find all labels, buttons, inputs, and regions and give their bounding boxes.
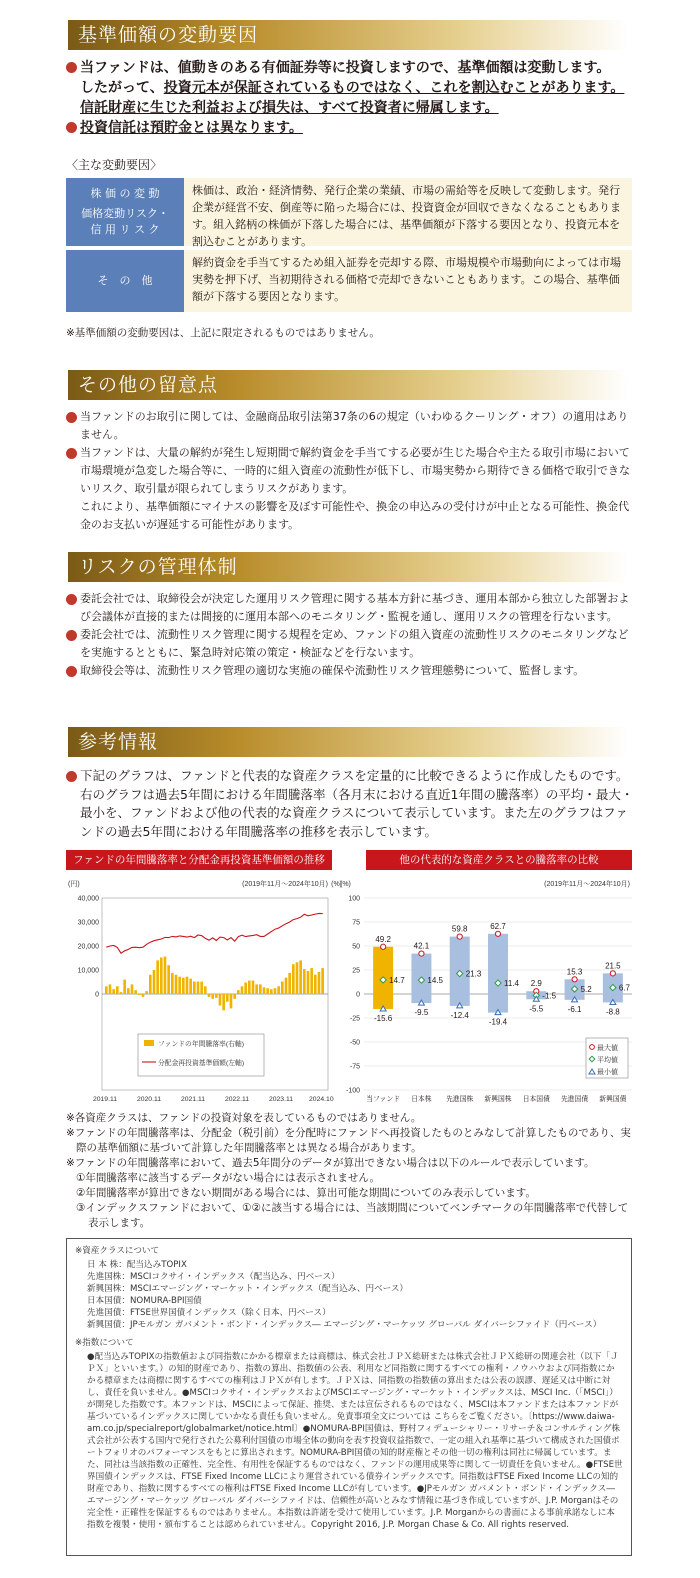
bullet-text: したがって、: [80, 80, 164, 96]
bullet-text: 当ファンドは、値動きのある有価証券等に投資しますので、基準価額は変動します。: [80, 60, 611, 76]
min-label: -12.4: [450, 1010, 469, 1020]
x-tick-label: 2019.11: [92, 1096, 118, 1103]
return-bar: [149, 975, 152, 994]
category-label: 新興国株: [484, 1096, 512, 1103]
bullet-text-underlined: 信託財産に生じた利益および損失は、すべて投資者に帰属します。: [80, 100, 499, 116]
left-tick-label: 0: [95, 991, 99, 999]
return-bar: [252, 981, 255, 994]
risk-head-line: 信 用 リ ス ク: [90, 223, 160, 236]
return-bar: [219, 994, 222, 1006]
y-tick-label: -75: [349, 1063, 360, 1071]
return-bar: [208, 994, 211, 997]
category-label: 先進国株: [446, 1096, 474, 1103]
chart-period: (2019年11月～2024年10月): [242, 881, 328, 888]
section-title-risk-management: リスクの管理体制: [68, 552, 628, 582]
asset-class-heading: ※資産クラスについて: [75, 1246, 160, 1256]
bullet-dot-icon: [66, 594, 77, 605]
return-bar: [241, 986, 244, 994]
return-bar: [131, 984, 134, 994]
left-tick-label: 10,000: [77, 967, 99, 975]
return-bar: [211, 994, 214, 999]
axis-unit: (%): [340, 881, 351, 888]
max-marker: [381, 944, 386, 949]
return-bar: [109, 984, 112, 994]
left-axis-unit: (円): [68, 881, 80, 888]
return-bar: [285, 978, 288, 994]
return-bar: [134, 990, 137, 994]
x-tick-label: 2020.11: [136, 1096, 162, 1103]
range-bar: [488, 934, 508, 1013]
section-title-fluctuation: 基準価額の変動要因: [68, 20, 628, 50]
left-chart-title: ファンドの年間騰落率と分配金再投資基準価額の推移: [66, 850, 332, 870]
fund-return-chart: [66, 874, 350, 1106]
max-label: 15.3: [566, 967, 583, 977]
max-label: 21.5: [605, 961, 621, 971]
return-bar: [215, 994, 218, 998]
bullet-text: 委託会社では、流動性リスク管理に関する規程を定め、ファンドの組入資産の流動性リスクのモニタリングなどを実施するとともに、緊急時対応策の策定・検証などを行ないます。: [80, 628, 629, 659]
return-bar: [274, 988, 277, 994]
avg-label: 14.5: [427, 976, 444, 986]
risk-management-bullets: [66, 590, 636, 680]
return-bar: [255, 984, 258, 994]
risk-row-other: [66, 250, 632, 312]
y-tick-label: -100: [345, 1087, 360, 1095]
return-bar: [277, 986, 280, 994]
return-bar: [200, 982, 203, 994]
chart-period: (2019年11月～2024年10月): [544, 881, 630, 888]
return-bar: [310, 968, 313, 994]
note-line: ①年間騰落率に該当するデータがない場合には表示されません。: [76, 1172, 381, 1184]
max-marker: [419, 951, 424, 956]
return-bar: [222, 994, 225, 1010]
fluctuation-bullets: [66, 58, 636, 138]
return-bar: [303, 969, 306, 994]
y-tick-label: -50: [349, 1039, 360, 1047]
return-bar: [171, 973, 174, 994]
nav-line: [106, 913, 322, 953]
return-bar: [116, 986, 119, 994]
bullet-dot-icon: [66, 630, 77, 641]
max-marker: [572, 977, 577, 982]
return-bar: [270, 989, 273, 994]
avg-label: 11.4: [504, 979, 519, 989]
bullet-dot-icon: [66, 122, 77, 133]
return-bar: [156, 960, 159, 994]
other-notes-bullets: [66, 408, 636, 534]
avg-label: -1.5: [542, 991, 557, 1001]
min-label: -9.5: [414, 1008, 429, 1018]
return-bar: [182, 978, 185, 994]
risk-factor-table: [66, 178, 632, 316]
max-label: 62.7: [490, 921, 506, 931]
return-bar: [204, 986, 207, 994]
return-bar: [178, 977, 181, 994]
return-bar: [123, 980, 126, 994]
return-bar: [321, 968, 324, 994]
return-bar: [105, 986, 108, 994]
legend-label: 最大値: [597, 1045, 618, 1052]
min-label: -15.6: [374, 1013, 393, 1023]
max-marker: [457, 934, 462, 939]
asset-class-line: 先進国株：MSCIコクサイ・インデックス（配当込み、円ベース）: [87, 1272, 340, 1282]
category-label: 先進国債: [560, 1096, 589, 1103]
return-bar: [292, 964, 295, 994]
note-line: ※各資産クラスは、ファンドの投資対象を表しているものではありません。: [66, 1112, 422, 1124]
return-bar: [186, 977, 189, 994]
return-bar: [318, 972, 321, 994]
return-bar: [145, 991, 148, 994]
category-label: 当ファンド: [366, 1096, 401, 1103]
return-bar: [266, 988, 269, 994]
return-bar: [230, 994, 233, 1008]
asset-class-line: 新興国株：MSCIエマージング・マーケット・インデックス（配当込み、円ベース）: [87, 1284, 409, 1294]
right-chart-title: 他の代表的な資産クラスとの騰落率の比較: [366, 850, 632, 870]
return-bar: [167, 965, 170, 994]
category-label: 日本株: [411, 1096, 432, 1103]
asset-class-list: [75, 1259, 623, 1331]
return-bar: [281, 982, 284, 994]
risk-row-head: [66, 250, 184, 312]
note-line: ※ファンドの年間騰落率において、過去5年間分のデータが算出できない場合は以下のルールで表示しています。: [66, 1157, 595, 1169]
y-tick-label: 100: [348, 895, 360, 903]
x-tick-label: 2024.10: [309, 1096, 334, 1103]
left-tick-label: 20,000: [77, 943, 99, 951]
index-heading: ※指数について: [75, 1338, 134, 1348]
avg-label: 5.2: [580, 985, 592, 995]
bullet-dot-icon: [66, 666, 77, 677]
legend-max-icon: [590, 1045, 595, 1050]
bullet-text: これにより、基準価額にマイナスの影響を及ぼす可能性や、換金の申込みの受付けが中止となる可能性、換金代金のお支払いが遅延する可能性があります。: [80, 500, 630, 531]
return-bar: [138, 994, 141, 995]
return-bar: [127, 988, 130, 994]
risk-head-line: 株 価 の 変 動: [90, 187, 160, 200]
max-label: 49.2: [375, 934, 391, 944]
min-label: -6.1: [567, 1004, 582, 1014]
legend-bar-swatch: [144, 1040, 154, 1046]
factors-label: 〈主な変動要因〉: [66, 158, 163, 172]
bullet-text: 取締役会等は、流動性リスク管理の適切な実施の確保や流動性リスク管理態勢について、監督します。: [80, 664, 585, 677]
note-line: ③インデックスファンドにおいて、①②に該当する場合には、当該期間についてベンチマークの年間騰落率で代替して表示します。: [76, 1202, 629, 1229]
asset-class-line: 新興国債：JPモルガン ガバメント・ボンド・インデックス― エマージング・マーケッツ グローバル ダイバーシファイド（円ベース）: [87, 1320, 602, 1330]
reference-bullets: [66, 767, 636, 841]
bullet-dot-icon: [66, 412, 77, 423]
return-bar: [175, 975, 178, 994]
bullet-text: 当ファンドのお取引に関しては、金融商品取引法第37条の6の規定（いわゆるクーリング・オフ）の適用はありません。: [80, 410, 629, 441]
legend-label: 平均値: [597, 1057, 618, 1064]
category-label: 日本国債: [522, 1096, 550, 1103]
asset-class-line: 日本国債：NOMURA-BPI国債: [87, 1296, 202, 1306]
max-label: 2.9: [530, 979, 542, 989]
return-bar: [120, 992, 123, 994]
x-tick-label: 2022.11: [224, 1096, 250, 1103]
left-tick-label: 30,000: [77, 919, 99, 927]
index-disclaimer-box: [66, 1238, 632, 1556]
risk-head-line: そ の 他: [97, 274, 153, 287]
return-bar: [248, 981, 251, 994]
x-tick-label: 2023.11: [268, 1096, 294, 1103]
bullet-text-underlined: 投資元本が保証されているものではなく、これを割込むことがあります。: [163, 80, 625, 96]
return-bar: [153, 970, 156, 994]
x-tick-label: 2021.11: [180, 1096, 206, 1103]
bullet-dot-icon: [66, 448, 77, 459]
section-title-reference: 参考情報: [68, 727, 628, 757]
bullet-text: 下記のグラフは、ファンドと代表的な資産クラスを定量的に比較できるように作成したものです。右のグラフは過去5年間における年間騰落率（各月末における直近1年間の騰落率）の平均・最大・最小を、ファンドおよび他の代表的な資産クラスについて表示しています。また左のグラフはファンドの過去5年間における年間騰落率の推移を表示しています。: [80, 768, 634, 839]
legend-label: 最小値: [597, 1069, 618, 1076]
index-disclaimer-text: ●配当込みTOPIXの指数値および同指数にかかる標章または商標は、株式会社ＪＰＸ総研または株式会社ＪＰＸ総研の関連会社（以下「ＪＰＸ」といいます。）の知的財産であり、指数の算出、指数値の公表、利用など同指数に関するすべての権利・ノウハウおよび同指数にかかる標章または商標に関するすべての権利はＪＰＸが有します。ＪＰＸは、同指数の指数値の算出または公表の誤謬、遅延又は中断に対し、責任を負いません。●MSCIコクサイ・インデックスおよびMSCIエマージング・マーケット・インデックスは、MSCI Inc.（「MSCI」）が開発した指数です。本ファンドは、MSCIによって保証、推奨、または宣伝されるものではなく、MSCIは本ファンドまたは本ファンドが基づいているインデックスに関していかなる責任も負いません。免責事項全文については こちらをご覧ください。〔https://www.daiwa-am.co.jp/specialreport/globalmarket/notice.html〕●NOMURA-BPI国債は、野村フィデューシャリー・リサーチ＆コンサルティング株式会社が公表する国内で発行された公募利付国債の市場全体の動向を表す投資収益指数で、一定の組入れ基準に基づいて構成された国債ポートフォリオのパフォーマンスをもとに算出されます。NOMURA-BPI国債の知的財産権とその他一切の権利は同社に帰属しています。また、同社は当該指数の正確性、完全性、有用性を保証するものではなく、ファンドの運用成果等に関して一切責任を負いません。●FTSE世界国債インデックスは、FTSE Fixed Income LLCにより運営されている債券インデックスです。同指数はFTSE Fixed Income LLCの知的財産であり、指数に関するすべての権利はFTSE Fixed Income LLCが有しています。●JPモルガン ガバメント・ボンド・インデックス― エマージング・マーケッツ グローバル ダイバーシファイドは、信頼性が高いとみなす情報に基づき作成していますが、J.P. Morganはその完全性・正確性を保証するものではありません。本指数は許諾を受けて使用しています。J.P. Morganからの書面による事前承諾なしに本指数を複製・使用・頒布することは認められていません。Copyright 2016, J.P. Morgan Chase & Co. All rights reserved.: [87, 1352, 623, 1530]
left-tick-label: 40,000: [77, 895, 99, 903]
y-tick-label: 0: [356, 991, 360, 999]
return-bar: [259, 984, 262, 994]
bullet-text-underlined: 投資信託は預貯金とは異なります。: [80, 120, 303, 136]
section-title-other-notes: その他の留意点: [68, 370, 628, 400]
bullet-text: 当ファンドは、大量の解約が発生し短期間で解約資金を手当てする必要が生じた場合や主たる取引市場において市場環境が急変した場合等に、一時的に組入資産の流動性が低下し、市場実勢から期待できる価格で取引できないリスク、取引量が限られてしまうリスクがあります。: [80, 446, 630, 495]
return-bar: [263, 987, 266, 994]
asset-class-line: 日 本 株：配当込みTOPIX: [87, 1260, 187, 1270]
note-line: ②年間騰落率が算出できない期間がある場合には、算出可能な期間についてのみ表示しています。: [76, 1187, 536, 1199]
chart-notes: [66, 1111, 636, 1231]
asset-class-comparison-chart: [336, 874, 636, 1106]
risk-row-body: 株価は、政治・経済情勢、発行企業の業績、市場の需給等を反映して変動します。発行企業が経営不安、倒産等に陥った場合には、投資資金が回収できなくなることもあります。組入銘柄の株価が下落した場合には、基準価額が下落する要因となり、投資元本を割込むことがあります。: [184, 178, 632, 246]
max-label: 59.8: [451, 924, 468, 934]
right-axis-unit: (%): [331, 881, 342, 888]
return-bar: [244, 982, 247, 994]
note-line: ※ファンドの年間騰落率は、分配金（税引前）を分配時にファンドへ再投資したものとみなして計算したものであり、実際の基準価額に基づいて計算した年間騰落率とは異なる場合があります。: [66, 1127, 631, 1154]
return-bar: [299, 960, 302, 994]
y-tick-label: 50: [352, 943, 360, 951]
asset-class-line: 先進国債：FTSE世界国債インデックス（除く日本、円ベース）: [87, 1308, 331, 1318]
y-tick-label: -25: [349, 1015, 360, 1023]
risk-row-head: [66, 178, 184, 246]
return-bar: [164, 957, 167, 994]
return-bar: [112, 989, 115, 994]
return-bar: [193, 982, 196, 994]
avg-label: 14.7: [389, 975, 405, 985]
avg-label: 21.3: [465, 969, 482, 979]
return-bar: [237, 990, 240, 994]
return-bar: [160, 958, 163, 994]
y-tick-label: 75: [352, 919, 360, 927]
return-bar: [226, 994, 229, 1002]
min-label: -5.5: [529, 1004, 544, 1014]
bullet-dot-icon: [66, 771, 77, 782]
risk-row-body: 解約資金を手当てするため組入証券を売却する際、市場規模や市場動向によっては市場実勢を押下げ、当初期待される価格で売却できないこともあります。この場合、基準価額が下落する要因となります。: [184, 250, 632, 312]
category-label: 新興国債: [599, 1096, 627, 1103]
legend-label: ファンドの年間騰落率(右軸): [158, 1041, 244, 1048]
legend-label: 分配金再投資基準価額(左軸): [158, 1060, 245, 1067]
y-tick-label: 25: [352, 967, 360, 975]
return-bar: [288, 973, 291, 994]
max-label: 42.1: [413, 941, 430, 951]
return-bar: [142, 994, 145, 997]
return-bar: [296, 962, 299, 994]
bullet-text: 委託会社では、取締役会が決定した運用リスク管理に関する基本方針に基づき、運用本部から独立した部署および会議体が直接的または間接的に運用本部へのモニタリング・監視を通し、運用リスクの管理を行ないます。: [80, 592, 630, 623]
risk-row-stock: [66, 178, 632, 246]
avg-label: 6.7: [618, 983, 630, 993]
return-bar: [189, 979, 192, 994]
bullet-dot-icon: [66, 62, 77, 73]
min-label: -19.4: [488, 1017, 508, 1027]
max-marker: [610, 971, 615, 976]
return-bar: [307, 971, 310, 994]
max-marker: [495, 931, 500, 936]
fluctuation-note: ※基準価額の変動要因は、上記に限定されるものではありません。: [66, 327, 380, 339]
min-label: -8.8: [605, 1007, 620, 1017]
return-bar: [197, 982, 200, 994]
risk-head-line: 価格変動リスク・: [81, 207, 169, 220]
return-bar: [233, 994, 236, 999]
return-bar: [314, 975, 317, 994]
